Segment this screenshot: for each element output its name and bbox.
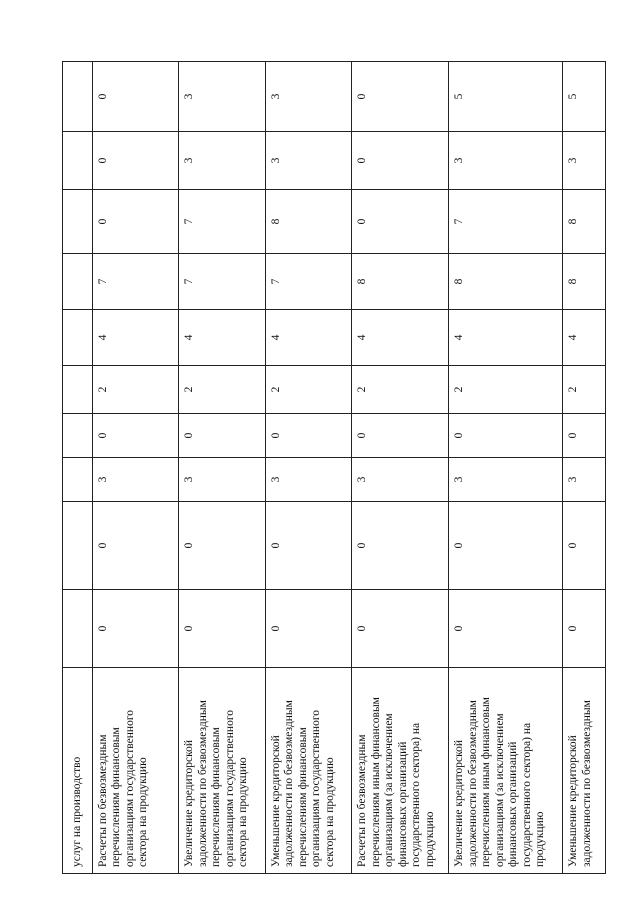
header-cell bbox=[63, 590, 93, 668]
value-cell: 3 bbox=[92, 458, 179, 502]
value-cell: 2 bbox=[563, 366, 606, 414]
value-cell: 2 bbox=[265, 366, 352, 414]
value-cell: 3 bbox=[449, 458, 563, 502]
value-cell: 0 bbox=[92, 62, 179, 132]
value-cell: 3 bbox=[449, 132, 563, 190]
value-cell: 2 bbox=[179, 366, 266, 414]
value-cell: 0 bbox=[352, 62, 449, 132]
value-cell: 0 bbox=[449, 590, 563, 668]
header-cell bbox=[63, 254, 93, 310]
value-cell: 4 bbox=[352, 310, 449, 366]
header-cell bbox=[63, 502, 93, 590]
value-cell: 0 bbox=[352, 132, 449, 190]
table-row bbox=[449, 62, 563, 874]
value-cell: 0 bbox=[352, 190, 449, 254]
value-cell: 0 bbox=[265, 414, 352, 458]
value-cell: 8 bbox=[449, 254, 563, 310]
value-cell: 0 bbox=[92, 590, 179, 668]
value-cell: 0 bbox=[563, 414, 606, 458]
value-cell: 0 bbox=[352, 414, 449, 458]
rotated-content bbox=[62, 62, 606, 874]
table-row bbox=[563, 62, 606, 874]
value-cell: 8 bbox=[563, 190, 606, 254]
value-cell: 3 bbox=[179, 132, 266, 190]
value-cell: 3 bbox=[563, 132, 606, 190]
rotated-page-frame bbox=[62, 62, 606, 874]
value-cell: 0 bbox=[179, 590, 266, 668]
row-name-cell: Увеличение кредиторской задолженности по безвозмездным перечислениям иным финансовым организациям (за исключением финансовых организаций государственного сектора) на продукцию bbox=[449, 668, 563, 874]
value-cell: 4 bbox=[92, 310, 179, 366]
value-cell: 0 bbox=[179, 502, 266, 590]
value-cell: 0 bbox=[92, 414, 179, 458]
value-cell: 3 bbox=[352, 458, 449, 502]
value-cell: 0 bbox=[563, 502, 606, 590]
value-cell: 3 bbox=[265, 62, 352, 132]
value-cell: 4 bbox=[449, 310, 563, 366]
value-cell: 8 bbox=[352, 254, 449, 310]
value-cell: 4 bbox=[179, 310, 266, 366]
value-cell: 7 bbox=[449, 190, 563, 254]
table-row bbox=[352, 62, 449, 874]
value-cell: 7 bbox=[265, 254, 352, 310]
value-cell: 3 bbox=[265, 458, 352, 502]
row-name-cell: Расчеты по безвозмездным перечислениям финансовым организациям государственного сектора на продукцию bbox=[92, 668, 179, 874]
header-cell bbox=[63, 366, 93, 414]
value-cell: 0 bbox=[352, 590, 449, 668]
header-cell bbox=[63, 190, 93, 254]
value-cell: 0 bbox=[92, 190, 179, 254]
value-cell: 0 bbox=[92, 132, 179, 190]
header-cell bbox=[63, 62, 93, 132]
value-cell: 4 bbox=[265, 310, 352, 366]
table-row bbox=[92, 62, 179, 874]
row-name-cell: Уменьшение кредиторской задолженности по безвозмездным перечислениям финансовым организациям государственного сектора на продукцию bbox=[265, 668, 352, 874]
header-cell bbox=[63, 458, 93, 502]
value-cell: 4 bbox=[563, 310, 606, 366]
value-cell: 0 bbox=[449, 502, 563, 590]
header-cell bbox=[63, 132, 93, 190]
value-cell: 2 bbox=[449, 366, 563, 414]
value-cell: 0 bbox=[265, 502, 352, 590]
value-cell: 0 bbox=[449, 414, 563, 458]
value-cell: 2 bbox=[92, 366, 179, 414]
value-cell: 3 bbox=[563, 458, 606, 502]
value-cell: 3 bbox=[179, 458, 266, 502]
table-row bbox=[179, 62, 266, 874]
row-name-cell: Расчеты по безвозмездным перечислениям иным финансовым организациям (за исключением финансовых организаций государственного сектора) на продукцию bbox=[352, 668, 449, 874]
value-cell: 0 bbox=[265, 590, 352, 668]
value-cell: 8 bbox=[563, 254, 606, 310]
value-cell: 3 bbox=[265, 132, 352, 190]
value-cell: 7 bbox=[179, 190, 266, 254]
value-cell: 5 bbox=[563, 62, 606, 132]
value-cell: 3 bbox=[179, 62, 266, 132]
header-cell bbox=[63, 414, 93, 458]
row-name-cell: Увеличение кредиторской задолженности по безвозмездным перечислениям финансовым организациям государственного сектора на продукцию bbox=[179, 668, 266, 874]
value-cell: 2 bbox=[352, 366, 449, 414]
row-name-cell: Уменьшение кредиторской задолженности по безвозмездным bbox=[563, 668, 606, 874]
table-header-row bbox=[63, 62, 93, 874]
header-cell-label: услуг на производство bbox=[63, 668, 93, 874]
value-cell: 0 bbox=[563, 590, 606, 668]
value-cell: 8 bbox=[265, 190, 352, 254]
value-cell: 5 bbox=[449, 62, 563, 132]
budget-code-table bbox=[62, 61, 606, 874]
table-row bbox=[265, 62, 352, 874]
value-cell: 7 bbox=[179, 254, 266, 310]
value-cell: 0 bbox=[92, 502, 179, 590]
value-cell: 0 bbox=[179, 414, 266, 458]
header-cell bbox=[63, 310, 93, 366]
value-cell: 0 bbox=[352, 502, 449, 590]
value-cell: 7 bbox=[92, 254, 179, 310]
